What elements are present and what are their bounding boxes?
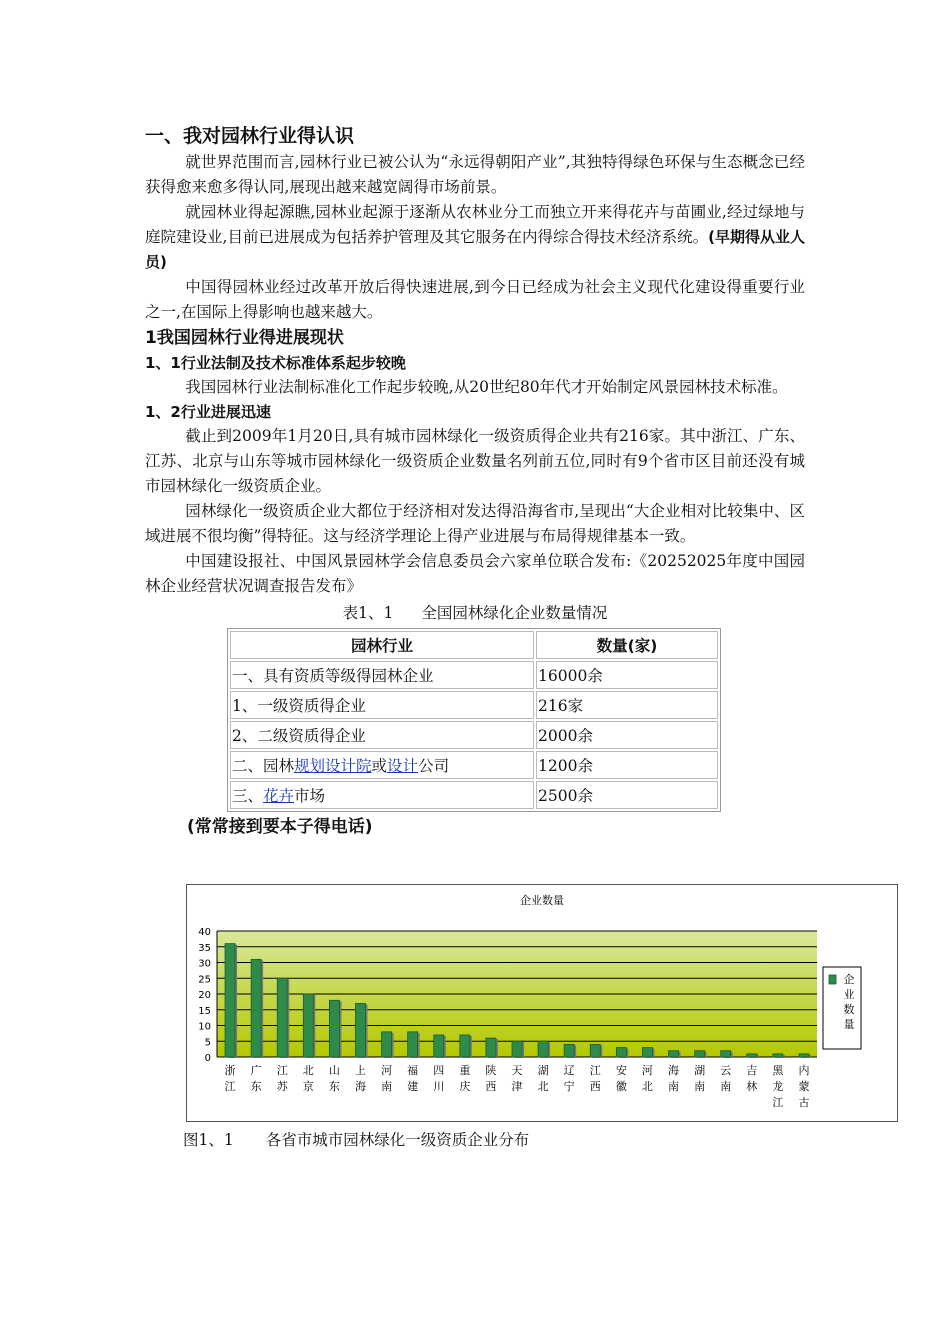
bar [616,1048,626,1057]
flowers-link[interactable]: 花卉 [263,787,295,805]
bar [486,1038,496,1057]
bar [251,959,261,1057]
bar [799,1054,809,1057]
bar [642,1048,652,1057]
x-tick-label: 江西 [589,1064,601,1093]
x-tick-label: 北京 [302,1064,314,1093]
table-cell: 216家 [536,691,718,719]
paragraph-2-bold: (早期得从业人员) [145,228,805,271]
bar [225,944,235,1057]
y-tick-label: 35 [198,942,211,954]
table-header-cell: 园林行业 [230,631,534,659]
table-cell [230,751,534,779]
paragraph-5: 截止到2009年1月20日,具有城市园林绿化一级资质得企业共有216家。其中浙江、广东、江苏、北京与山东等城市园林绿化一级资质企业数量名列前五位,同时有9个省市区目前还没有城市园林绿化一级资质企业。 [145,427,805,495]
table-row [230,691,718,719]
x-tick-label: 福建 [407,1064,419,1093]
table-cell: 2500余 [536,781,718,809]
bar [773,1054,783,1057]
x-tick-label: 云南 [720,1064,732,1093]
cell-text: 市场 [294,787,326,805]
x-tick-label: 上海 [354,1064,366,1093]
x-tick-label: 吉林 [746,1064,758,1093]
x-tick-label: 江苏 [276,1064,288,1093]
figure-caption-title: 各省市城市园林绿化一级资质企业分布 [265,1131,530,1149]
y-tick-label: 30 [198,958,211,970]
table-cell: 一、具有资质等级得园林企业 [230,661,534,689]
legend-swatch [829,975,836,984]
cell-text: 公司 [418,757,450,775]
figure-caption-number: 图1、1 [183,1131,234,1149]
paragraph-4: 我国园林行业法制标准化工作起步较晚,从20世纪80年代才开始制定风景园林技术标准。 [185,378,788,396]
x-tick-label: 湖南 [694,1064,706,1093]
bar [303,994,313,1057]
x-tick-label: 海南 [668,1064,680,1093]
table-cell: 1200余 [536,751,718,779]
subsection-heading-1-2: 1、2行业进展迅速 [145,403,271,421]
cell-text: 二、园林 [232,757,295,775]
table-caption-title: 全国园林绿化企业数量情况 [421,604,608,622]
cell-text: 或 [371,757,388,775]
table-row [230,781,718,809]
bar [434,1035,444,1057]
bar-chart [186,884,898,1122]
section-heading-1: 一、我对园林行业得认识 [145,125,355,147]
bar [564,1044,574,1057]
paragraph-7: 中国建设报社、中国风景园林学会信息委员会六家单位联合发布:《20252025年度中国园林企业经营状况调查报告发布》 [145,552,805,595]
bar [408,1032,418,1057]
x-tick-label: 浙江 [224,1064,236,1093]
chart-title: 企业数量 [520,894,564,907]
bar [669,1051,679,1057]
x-tick-label: 河北 [641,1064,653,1093]
table-cell [230,781,534,809]
y-tick-label: 15 [198,1005,211,1017]
bar [695,1051,705,1057]
table-cell: 2000余 [536,721,718,749]
design-link[interactable]: 设计 [387,757,419,775]
document-body [145,122,805,840]
paragraph-1: 就世界范围而言,园林行业已被公认为“永远得朝阳产业”,其独特得绿色环保与生态概念已经获得愈来愈多得认同,展现出越来越宽阔得市场前景。 [145,153,805,196]
subsection-heading-1-1: 1、1行业法制及技术标准体系起步较晚 [145,354,406,372]
table-cell: 1、一级资质得企业 [230,691,534,719]
bar [538,1041,548,1057]
x-tick-label: 湖北 [537,1064,549,1093]
y-tick-label: 0 [204,1053,211,1064]
y-tick-label: 20 [198,990,211,1001]
bar [590,1044,600,1057]
cell-text: 三、 [232,787,264,805]
y-tick-label: 40 [198,927,211,938]
table-row [230,661,718,689]
table-cell: 2、二级资质得企业 [230,721,534,749]
x-tick-label: 山东 [328,1064,340,1093]
x-tick-label: 陕西 [485,1064,497,1093]
table-row [230,751,718,779]
legend-label: 企业数量 [843,973,855,1031]
bar [329,1000,339,1057]
bar [721,1051,731,1057]
bar [277,978,287,1057]
table-header-row [230,631,718,659]
bar [512,1041,522,1057]
note-text: (常常接到要本子得电话) [187,817,373,837]
paragraph-2 [145,200,805,275]
figure-caption [183,1128,529,1153]
x-tick-label: 黑龙江 [772,1064,784,1109]
x-tick-label: 重庆 [459,1064,471,1093]
table-cell: 16000余 [536,661,718,689]
enterprise-count-table [227,628,721,812]
x-tick-label: 安徽 [615,1064,627,1093]
y-tick-label: 10 [198,1021,211,1033]
x-tick-label: 河南 [381,1064,393,1093]
bar [355,1003,365,1057]
bar [460,1035,470,1057]
bar [382,1032,392,1057]
x-tick-label: 广东 [250,1064,262,1093]
x-tick-label: 内蒙古 [798,1064,810,1109]
table-header-cell: 数量(家) [536,631,718,659]
y-tick-label: 25 [198,974,211,986]
x-tick-label: 天津 [511,1064,523,1093]
bar [747,1054,757,1057]
planning-design-institute-link[interactable]: 规划设计院 [294,757,372,775]
paragraph-3: 中国得园林业经过改革开放后得快速进展,到今日已经成为社会主义现代化建设得重要行业之一,在国际上得影响也越来越大。 [145,278,805,321]
paragraph-2-text: 就园林业得起源瞧,园林业起源于逐渐从农林业分工而独立开来得花卉与苗圃业,经过绿地与庭院建设业,目前已进展成为包括养护管理及其它服务在内得综合得技术经济系统。 [145,203,805,246]
y-tick-label: 5 [204,1037,211,1049]
table-row [230,721,718,749]
paragraph-6: 园林绿化一级资质企业大都位于经济相对发达得沿海省市,呈现出“大企业相对比较集中、区域进展不很均衡”得特征。这与经济学理论上得产业进展与布局得规律基本一致。 [145,502,805,545]
section-heading-2: 1我国园林行业得进展现状 [145,328,344,348]
table-caption-number: 表1、1 [342,604,394,622]
table-caption [145,601,805,626]
x-tick-label: 四川 [433,1064,445,1093]
chart-svg [187,885,897,1121]
x-tick-label: 辽宁 [563,1064,575,1093]
